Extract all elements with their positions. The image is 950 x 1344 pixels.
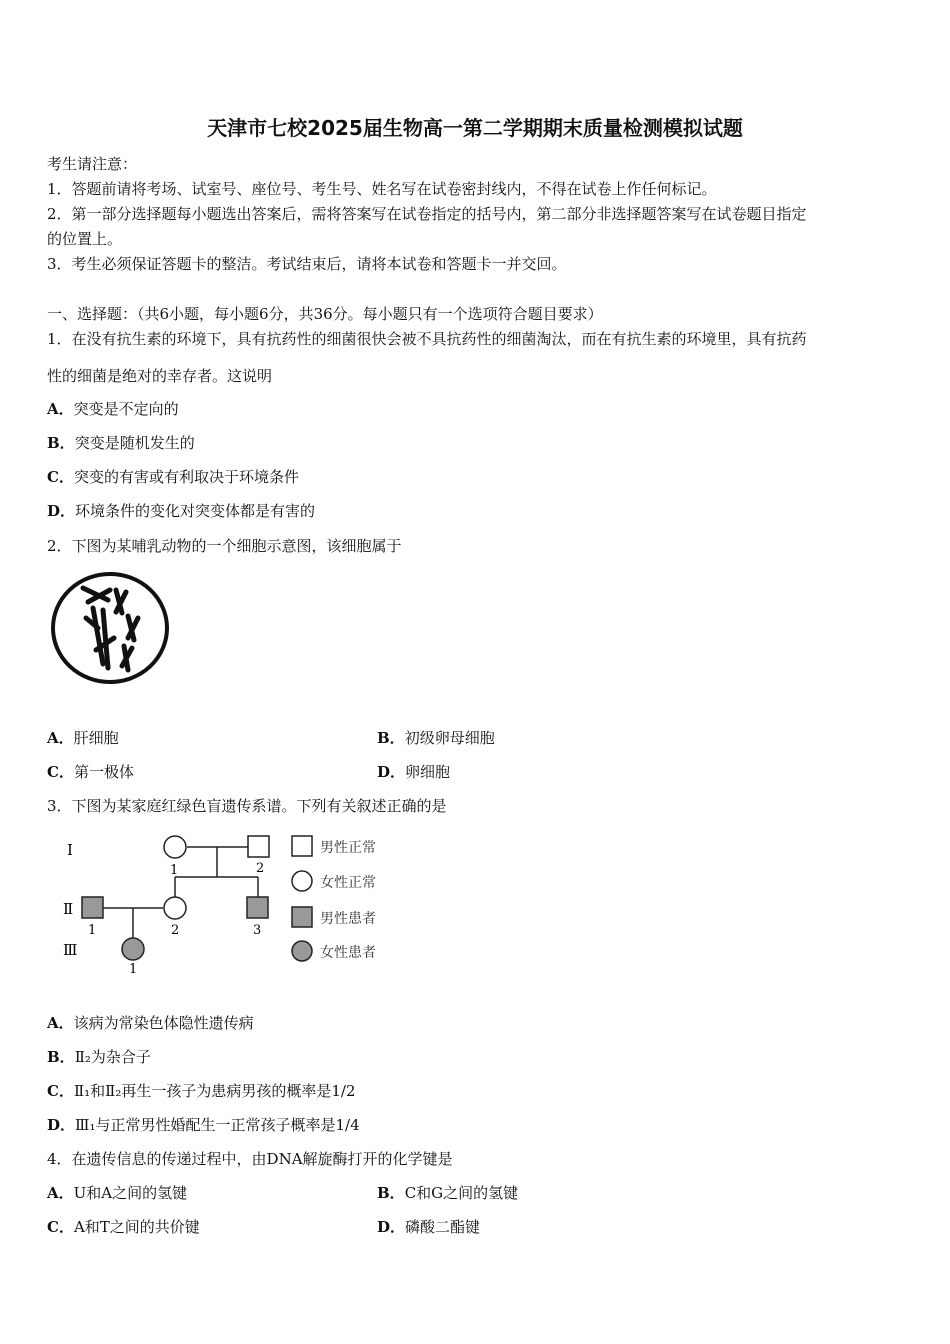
q1-stem-line1: 1．在没有抗生素的环境下，具有抗药性的细菌很快会被不具抗药性的细菌淘汰，而在有抗生素的环境里，具有抗药 [47,330,807,348]
pedigree-ii2 [164,897,186,919]
q4-option-b: B．C和G之间的氢键 [377,1184,519,1202]
q1-option-b: B．突变是随机发生的 [47,434,195,452]
pedigree-chart [55,825,395,980]
notice-item-2-cont: 的位置上。 [47,230,123,248]
pedigree-i1 [164,836,186,858]
pedigree-i2 [248,836,269,857]
q3-stem: 3．下图为某家庭红绿色盲遗传系谱。下列有关叙述正确的是 [47,797,447,815]
svg-text:1: 1 [170,863,179,878]
page-title: 天津市七校2025届生物高一第二学期期末质量检测模拟试题 [207,116,743,140]
q2-stem: 2．下图为某哺乳动物的一个细胞示意图，该细胞属于 [47,537,402,555]
legend-female-normal: 女性正常 [320,875,376,891]
section-heading: 一、选择题：（共6小题，每小题6分，共36分。每小题只有一个选项符合题目要求） [47,305,603,323]
q2-option-b: B．初级卵母细胞 [377,729,495,747]
svg-text:1: 1 [88,923,97,938]
pedigree-gen-2: Ⅱ [63,900,74,918]
cell-diagram [48,568,173,690]
q3-option-b: B．Ⅱ₂为杂合子 [47,1048,151,1066]
q2-option-c: C．第一极体 [47,763,134,781]
pedigree-iii1 [122,938,144,960]
q2-option-a: A．肝细胞 [47,729,119,747]
q3-option-c: C．Ⅱ₁和Ⅱ₂再生一孩子为患病男孩的概率是1/2 [47,1082,356,1100]
notice-heading: 考生请注意： [47,155,138,173]
svg-text:3: 3 [253,923,262,938]
q1-option-d: D．环境条件的变化对突变体都是有害的 [47,502,316,520]
svg-text:2: 2 [256,861,265,876]
pedigree-ii1 [82,897,103,918]
pedigree-gen-1: I [67,841,73,859]
notice-item-3: 3．考生必须保证答题卡的整洁。考试结束后，请将本试卷和答题卡一并交回。 [47,255,567,273]
q3-option-d: D．Ⅲ₁与正常男性婚配生一正常孩子概率是1/4 [47,1116,360,1134]
q4-option-c: C．A和T之间的共价键 [47,1218,200,1236]
legend-female-affected: 女性患者 [320,945,376,961]
pedigree-ii3 [247,897,268,918]
pedigree-gen-3: Ⅲ [63,941,78,959]
q1-stem-line2: 性的细菌是绝对的幸存者。这说明 [47,367,273,385]
legend-male-affected: 男性患者 [320,911,376,927]
notice-item-2: 2．第一部分选择题每小题选出答案后，需将答案写在试卷指定的括号内，第二部分非选择题答案写在试卷题目指定 [47,205,807,223]
q1-option-c: C．突变的有害或有利取决于环境条件 [47,468,299,486]
q2-option-d: D．卵细胞 [377,763,451,781]
legend-male-normal: 男性正常 [320,840,376,856]
svg-text:2: 2 [171,923,180,938]
q4-option-a: A．U和A之间的氢键 [47,1184,188,1202]
notice-item-1: 1．答题前请将考场、试室号、座位号、考生号、姓名写在试卷密封线内，不得在试卷上作任何标记。 [47,180,717,198]
q3-option-a: A．该病为常染色体隐性遗传病 [47,1014,254,1032]
q1-option-a: A．突变是不定向的 [47,400,179,418]
q4-stem: 4．在遗传信息的传递过程中，由DNA解旋酶打开的化学键是 [47,1150,453,1168]
q4-option-d: D．磷酸二酯键 [377,1218,481,1236]
svg-text:1: 1 [129,962,138,977]
